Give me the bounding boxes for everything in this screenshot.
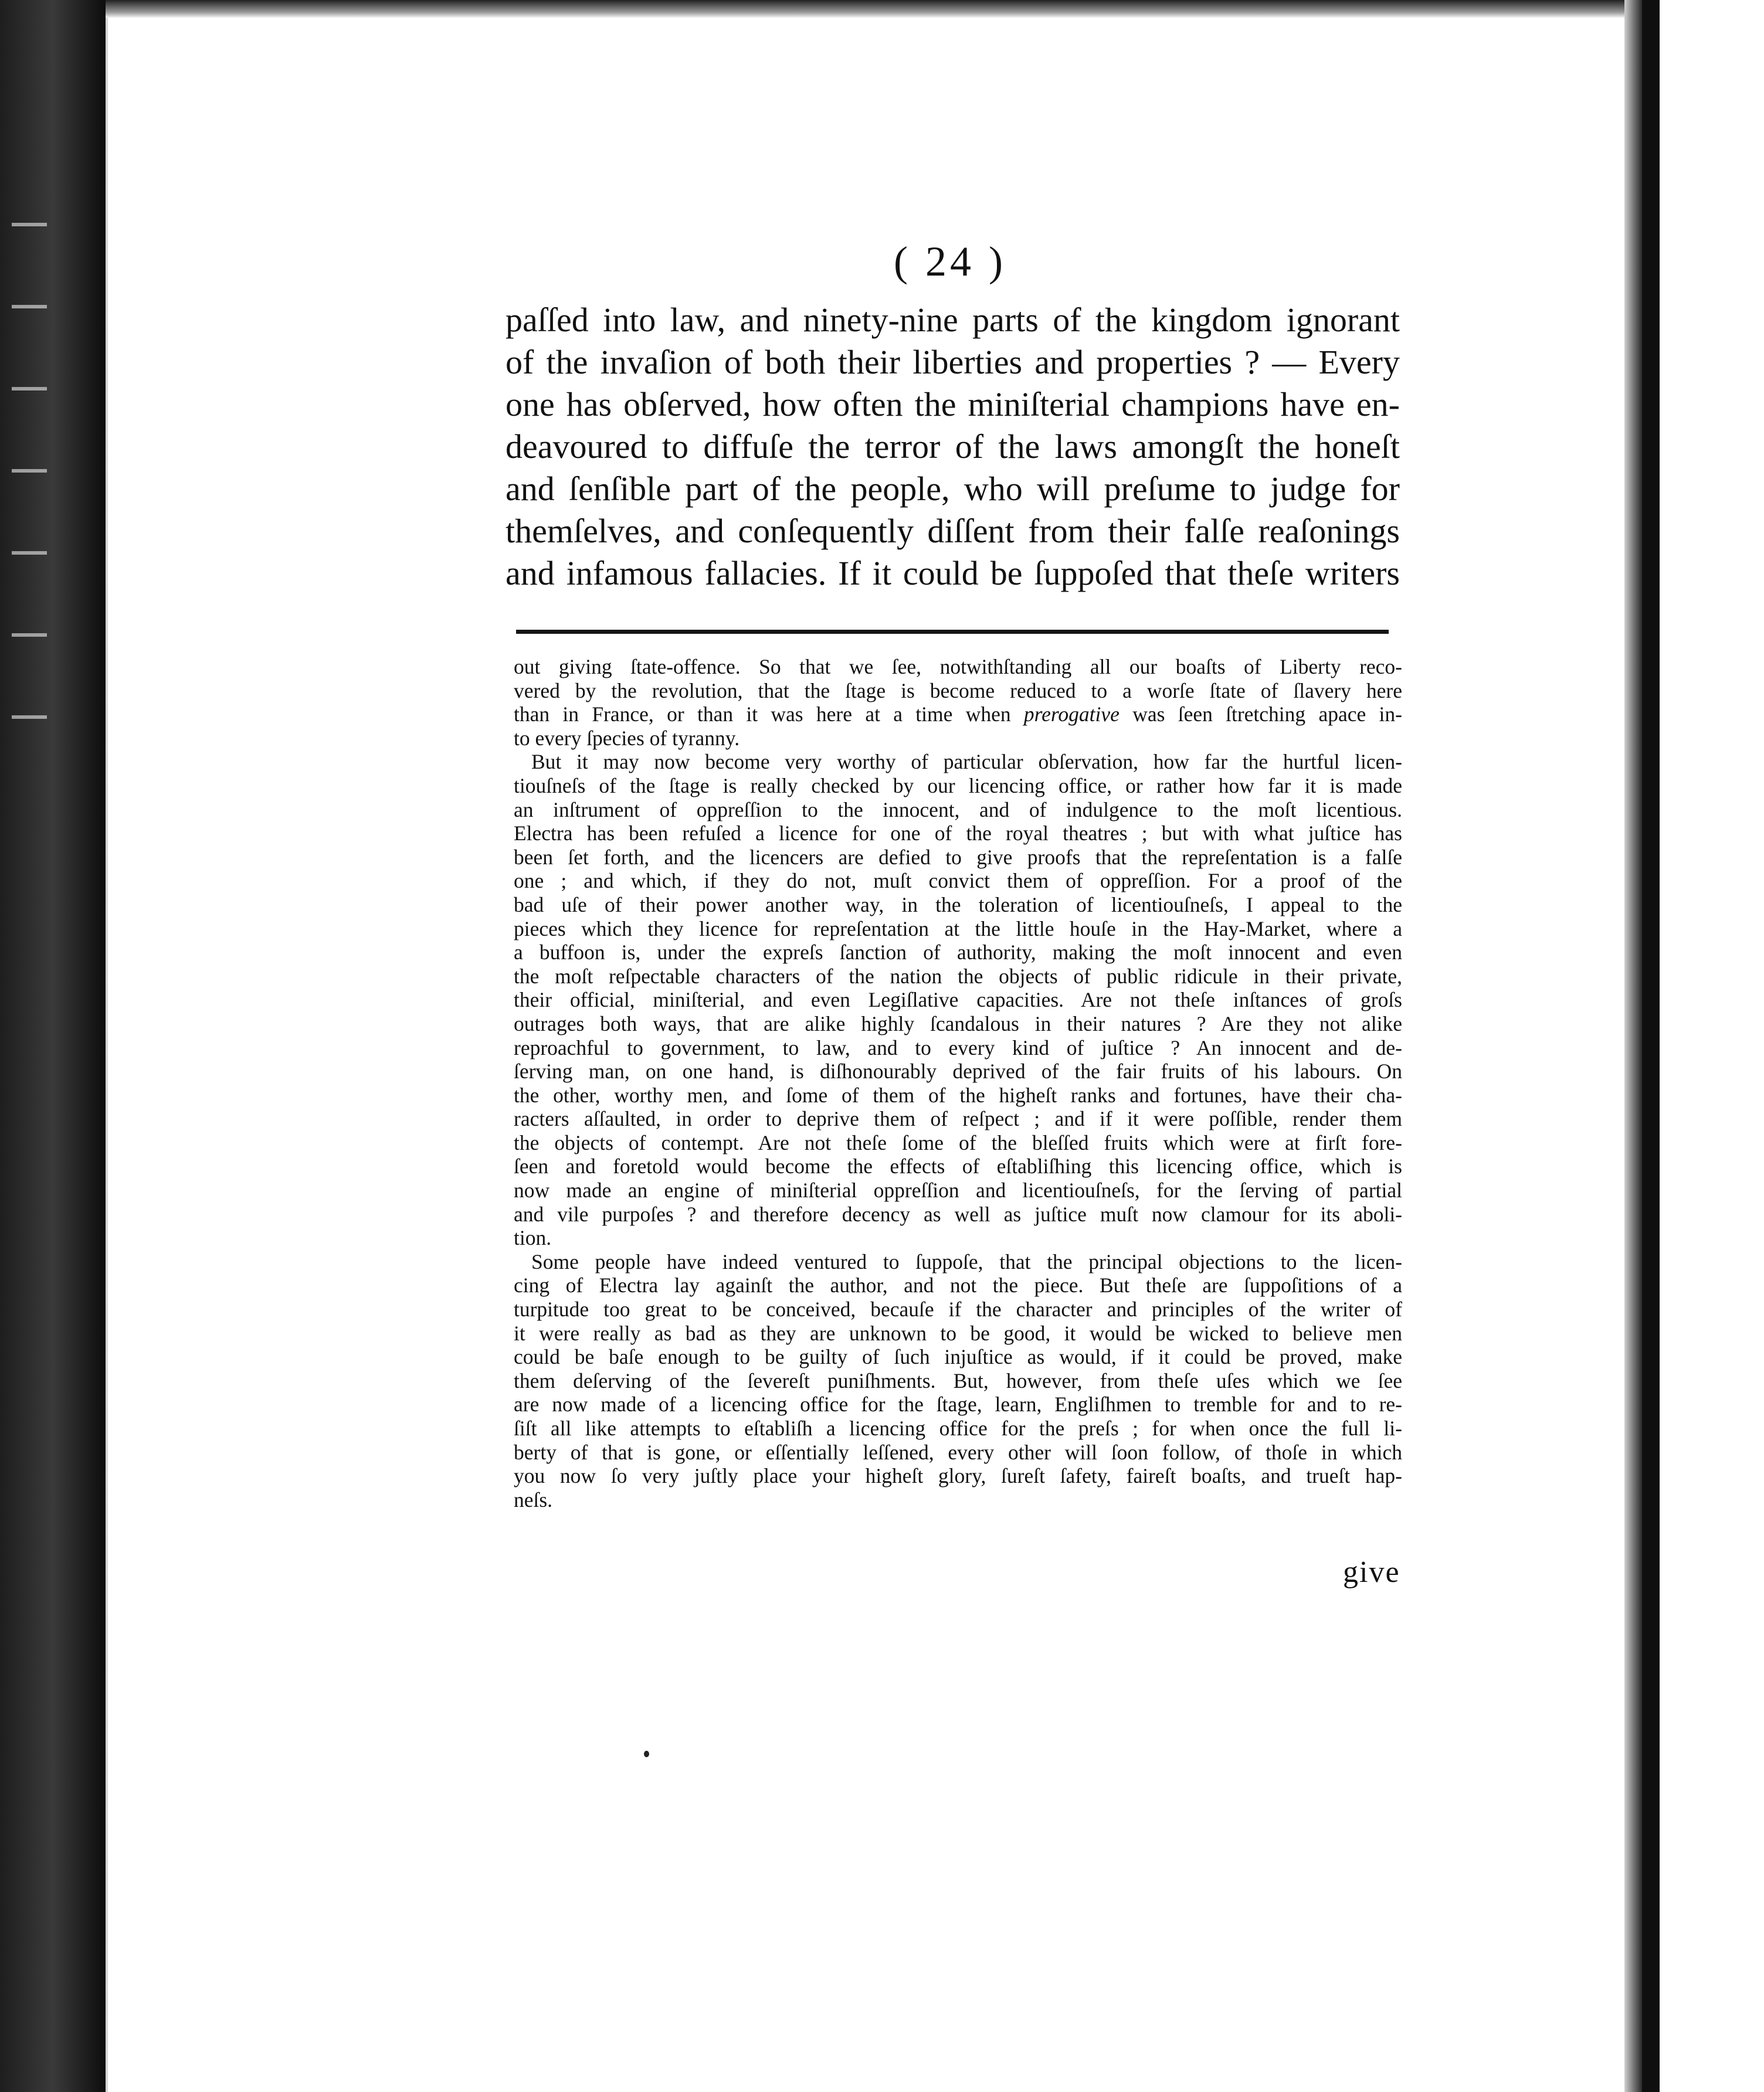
note-line: tiouſneſs of the ſtage is really checked by our licencing office, or rather how far it is made bbox=[514, 773, 1402, 797]
note-line: turpitude too great to be conceived, becauſe if the character and principles of the writer of bbox=[514, 1298, 1402, 1322]
note-line: to every ſpecies of tyranny. bbox=[514, 726, 740, 750]
note-line: you now ſo very juſtly place your higheſt glory, ſureſt ſafety, faireſt boaſts, and trueſt hap- bbox=[514, 1464, 1402, 1488]
note-line: tion. bbox=[514, 1226, 552, 1250]
note-line: But it may now become very worthy of particular obſervation, how far the hurtful licen- bbox=[531, 750, 1402, 774]
body-line: themſelves, and conſequently diſſent from their falſe reaſonings bbox=[506, 512, 1400, 550]
body-line: paſſed into law, and ninety-nine parts of the kingdom ignorant bbox=[506, 301, 1400, 339]
page-number: ( 24 ) bbox=[894, 238, 1006, 285]
note-line: neſs. bbox=[514, 1488, 553, 1512]
page-gutter bbox=[1624, 0, 1642, 2092]
note-line: an inſtrument of oppreſſion to the innocent, and of indulgence to the moſt licentious. bbox=[514, 797, 1402, 821]
note-line: Electra has been refuſed a licence for one of the royal theatres ; but with what juſtice has bbox=[514, 821, 1402, 845]
note-line: the moſt reſpectable characters of the nation the objects of public ridicule in their private, bbox=[514, 964, 1402, 988]
note-line: out giving ſtate-offence. So that we ſee, notwithſtanding all our boaſts of Liberty reco- bbox=[514, 655, 1402, 678]
note-line: a buffoon is, under the expreſs ſanction of authority, making the moſt innocent and even bbox=[514, 940, 1402, 965]
note-line: pieces which they licence for repreſentation at the little houſe in the Hay-Market, where a bbox=[514, 916, 1402, 940]
note-line: cing of Electra lay againſt the author, and not the piece. But theſe are ſuppoſitions of a bbox=[514, 1273, 1402, 1298]
body-line: deavoured to diffuſe the terror of the laws amongſt the honeſt bbox=[506, 427, 1400, 466]
note-line: berty of that is gone, or eſſentially leſſened, every other will ſoon follow, of thoſe in which bbox=[514, 1440, 1402, 1464]
next-page-edge bbox=[1660, 29, 1764, 2092]
book-spine-edge bbox=[0, 0, 106, 2092]
main-text-block bbox=[506, 299, 1400, 595]
note-line: the other, worthy men, and ſome of them of the higheſt ranks and fortunes, have their cha- bbox=[514, 1083, 1402, 1107]
note-line-end: was ſeen ſtretching apace in- bbox=[1119, 702, 1402, 726]
note-line: bad uſe of their power another way, in the toleration of licentiouſneſs, I appeal to the bbox=[514, 892, 1402, 916]
footnote-block bbox=[514, 655, 1402, 1512]
body-line: and ſenſible part of the people, who will preſume to judge for bbox=[506, 470, 1400, 508]
note-line: reproachful to government, to law, and to every kind of juſtice ? An innocent and de- bbox=[514, 1035, 1402, 1059]
note-line: ſeen and foretold would become the effects of eſtabliſhing this licencing office, which is bbox=[514, 1154, 1402, 1179]
note-line: outrages both ways, that are alike highly ſcandalous in their natures ? Are they not alike bbox=[514, 1011, 1402, 1035]
binding-shadow bbox=[1642, 0, 1660, 2092]
note-line: racters aſſaulted, in order to deprive them of reſpect ; and if it were poſſible, render them bbox=[514, 1107, 1402, 1131]
note-line: ſerving man, on one hand, is diſhonourably deprived of the fair fruits of his labours. On bbox=[514, 1059, 1402, 1084]
note-line: the objects of contempt. Are not theſe ſome of the bleſſed fruits which were at firſt fore- bbox=[514, 1130, 1402, 1154]
note-line: and vile purpoſes ? and therefore decency as well as juſtice muſt now clamour for its aboli- bbox=[514, 1202, 1402, 1226]
note-line: Some people have indeed ventured to ſuppoſe, that the principal objections to the licen- bbox=[531, 1249, 1402, 1273]
footnote-divider-rule bbox=[516, 630, 1389, 634]
note-line: could be baſe enough to be guilty of ſuch injuſtice as would, if it could be proved, make bbox=[514, 1345, 1402, 1369]
note-line: now made an engine of miniſterial oppreſſion and licentiouſneſs, for the ſerving of partial bbox=[514, 1179, 1402, 1203]
note-line: vered by the revolution, that the ſtage is become reduced to a worſe ſtate of ſlavery here bbox=[514, 678, 1402, 702]
note-line bbox=[514, 702, 1402, 726]
body-line: of the invaſion of both their liberties and properties ? — Every bbox=[506, 343, 1400, 381]
ink-speck bbox=[644, 1751, 649, 1757]
catchword: give bbox=[1343, 1556, 1400, 1589]
note-line: are now made of a licencing office for the ſtage, learn, Engliſhmen to tremble for and to re- bbox=[514, 1393, 1402, 1417]
spine-artifacts bbox=[12, 223, 47, 750]
note-line: been ſet forth, and the licencers are defied to give proofs that the repreſentation is a falſe bbox=[514, 845, 1402, 869]
note-line-start: than in France, or than it was here at a time when bbox=[514, 702, 1024, 726]
top-scan-shadow bbox=[106, 0, 1624, 18]
note-line: one ; and which, if they do not, muſt convict them of oppreſſion. For a proof of the bbox=[514, 869, 1402, 893]
note-line: ſiſt all like attempts to eſtabliſh a licencing office for the preſs ; for when once the full li- bbox=[514, 1417, 1402, 1440]
note-line: them deſerving of the ſevereſt puniſhments. But, however, from theſe uſes which we ſee bbox=[514, 1368, 1402, 1393]
body-line: one has obſerved, how often the miniſterial champions have en- bbox=[506, 385, 1400, 423]
note-line: their official, miniſterial, and even Legiſlative capacities. Are not theſe inſtances of groſs bbox=[514, 988, 1402, 1012]
note-line: it were really as bad as they are unknown to be good, it would be wicked to believe men bbox=[514, 1321, 1402, 1345]
italic-word: prerogative bbox=[1023, 702, 1120, 726]
body-line: and infamous fallacies. If it could be ſuppoſed that theſe writers bbox=[506, 554, 1400, 592]
